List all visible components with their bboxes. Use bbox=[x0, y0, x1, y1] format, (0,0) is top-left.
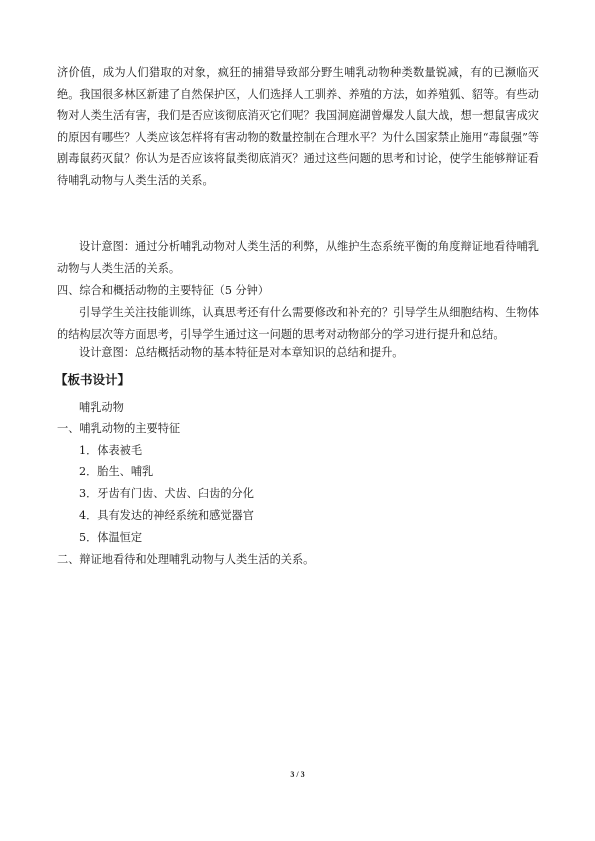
board-section-2: 二、辩证地看待和处理哺乳动物与人类生活的关系。 bbox=[57, 553, 315, 566]
board-title: 哺乳动物 bbox=[79, 401, 124, 414]
paragraph-design-intent-2: 设计意图：总结概括动物的基本特征是对本章知识的总结和提升。 bbox=[79, 346, 404, 359]
board-item: 5．体温恒定 bbox=[79, 531, 143, 544]
paragraph-guide-students: 引导学生关注技能训练，认真思考还有什么需要修改和补充的？引导学生从细胞结构、生物体的结构层次等方面思考，引导学生通过这一问题的思考对动物部分的学习进行提升和总结。 bbox=[57, 306, 539, 341]
board-item: 1．体表被毛 bbox=[79, 444, 143, 457]
page-number: 3 / 3 bbox=[290, 770, 305, 779]
board-design-heading: 【板书设计】 bbox=[55, 372, 131, 387]
board-item: 3．牙齿有门齿、犬齿、臼齿的分化 bbox=[79, 487, 254, 500]
paragraph-design-intent-1: 设计意图：通过分析哺乳动物对人类生活的利弊，从维护生态系统平衡的角度辩证地看待哺乳动物与人类生活的关系。 bbox=[57, 240, 539, 275]
board-item: 2．胎生、哺乳 bbox=[79, 465, 154, 478]
board-item: 4．具有发达的神经系统和感觉器官 bbox=[79, 509, 254, 522]
section-heading-four: 四、综合和概括动物的主要特征（5 分钟） bbox=[57, 284, 270, 297]
board-section-1: 一、哺乳动物的主要特征 bbox=[57, 422, 181, 435]
paragraph-economic-value: 济价值，成为人们猎取的对象，疯狂的捕猎导致部分野生哺乳动物种类数量锐减，有的已濒临灭绝。我国很多林区新建了自然保护区，人们选择人工驯养、养殖的方法，如养殖狐、貂等。有些动物对人类生活有害，我们是否应该彻底消灭它们呢？我国洞庭湖曾爆发人鼠大战，想一想鼠害成灾的原因有哪些？人类应该怎样将有害动物的数量控制在合理水平？为什么国家禁止施用“毒鼠强”等剧毒鼠药灭鼠？你认为是否应该将鼠类彻底消灭？通过这些问题的思考和讨论，使学生能够辩证看待哺乳动物与人类生活的关系。 bbox=[57, 66, 539, 187]
